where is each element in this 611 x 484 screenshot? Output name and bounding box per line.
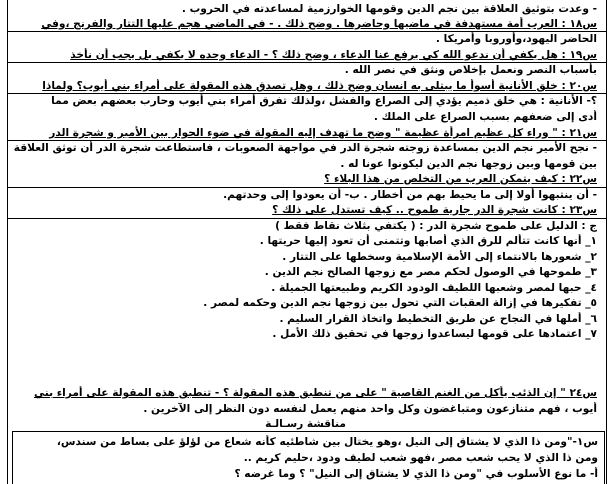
box-line: س١-"ومن ذا الذي لا يشتاق إلى النيل ،وهو يختال بين شاطئيه كأنه شعاع من لؤلؤ على بساط من سندس،	[56, 436, 598, 448]
question-20: س٢٠ : خلق الأنانية أسوأ ما يبتلى به انسان وضح ذلك ، وهل تصدق هذه المقولة على أمراء بني أيوب؟ ولماذا	[42, 80, 597, 92]
answer-line: أدى إلى ضعفهم بسبب الصراع على الملك .	[373, 111, 597, 123]
box-line: أ- ما نوع الأسلوب في "ومن ذا الذي لا يشتاق إلى النيل" ؟ وما غرضه ؟	[234, 468, 598, 480]
list-item: ٦_ أملها في النجاح عن طريق التخطيط واتخاذ القرار السليم .	[279, 313, 597, 325]
message-discussion-box	[12, 431, 605, 484]
answer-line: أيوب ، فهم متنازعون ومتباغضون وكل واحد منهم يعمل لنفسه دون النظر إلى الآخرين .	[143, 403, 597, 415]
answer-line: - أن ينتبهوا أولا إلى ما يحيط بهم من أخطار . ب- أن يعودوا إلى وحدتهم.	[223, 189, 597, 201]
answer-line: بين قومها وبين زوجها نجم الدين ليكونوا عونا له .	[340, 158, 597, 170]
question-18: س١٨ : العرب أمة مستهدفة في ماضيها وحاضرها . وضح ذلك . - في الماضي هجم عليها التتار والفرنج ،وفي	[41, 18, 597, 30]
answer-line: ؟- الأنانية : هي خلق ذميم يؤدي إلى الصراع والفشل ،ولذلك تفرق أمراء بني أيوب وحارب بعضهم بعض مما	[51, 95, 597, 107]
question-24: س٢٤ " إن الذئب يأكل من الغنم القاصية " على من تنطبق هذه المقولة ؟ - تنطبق هذه المقولة على أمراء بني	[34, 387, 597, 399]
answer-line: ج : الدليل على طموح شجرة الدر : ( يكتفي بثلاث نقاط فقط )	[275, 220, 597, 232]
list-item: ٥_ تفكيرها في إزالة العقبات التي تحول بين زوجها نجم الدين وحكمه لمصر .	[203, 297, 597, 309]
list-item: ٧_ اعتمادها على قومها ليساعدوا زوجها في تحقيق ذلك الأمل .	[272, 328, 597, 340]
list-item: ١_ أنها كانت تتألم للرق الذي أصابها وتتمنى أن تعود إليها حريتها .	[259, 235, 597, 247]
question-23: س٢٣ : كانت شجرة الدر جارية طموح .. كيف تستدل على ذلك ؟	[272, 204, 597, 216]
page-border-right	[606, 0, 607, 484]
list-item: ٣_ طموحها في الوصول لحكم مصر مع زوجها الصالح نجم الدين .	[264, 266, 597, 278]
page-border-left	[7, 0, 8, 484]
section-caption: مناقشة رسـالـة	[265, 418, 346, 430]
list-item: ٢_ شعورها بالانتماء إلى الأمة الإسلامية وسخطها على التتار .	[282, 251, 597, 263]
list-item: ٤_ حبها لمصر وشعبها اللطيف الودود الكريم وطبيعتها الجميلة .	[271, 282, 597, 294]
answer-line: بأسباب النصر ونعمل بإخلاص ونثق في نصر الله .	[344, 64, 597, 76]
answer-line: - نجح الأمير نجم الدين بمساعدة زوجته شجرة الدر في مواجهة الصعوبات ، فاستطاعت شجرة الدر أن توثق العلاقة	[14, 142, 597, 154]
answer-line: الحاضر اليهود،وأوروبا وأمريكا .	[435, 33, 597, 45]
answer-line: - وعدت بتوثيق العلاقة بين نجم الدين وقومها الخوارزمية لمساعدته في الحروب .	[181, 3, 597, 15]
question-22: س٢٢ : كيف يتمكن العرب من التخلص من هذا البلاء ؟	[324, 173, 597, 185]
question-19: س١٩ : هل يكفي أن ندعو الله كي يرفع عنا الدعاء ، وضح ذلك ؟ - الدعاء وحده لا يكفي بل يجب أن نأخذ	[70, 49, 597, 61]
box-line: ومن ذا الذي لا يحب شعب مصر ،فهو شعب لطيف ودود ،حليم كريم ..	[243, 452, 598, 464]
question-21: س٢١ : " وراء كل عظيم امرأة عظيمة " وضح ما تهدف إليه المقولة في ضوء الحوار بين الأمير و شجرة الدر	[49, 127, 597, 139]
